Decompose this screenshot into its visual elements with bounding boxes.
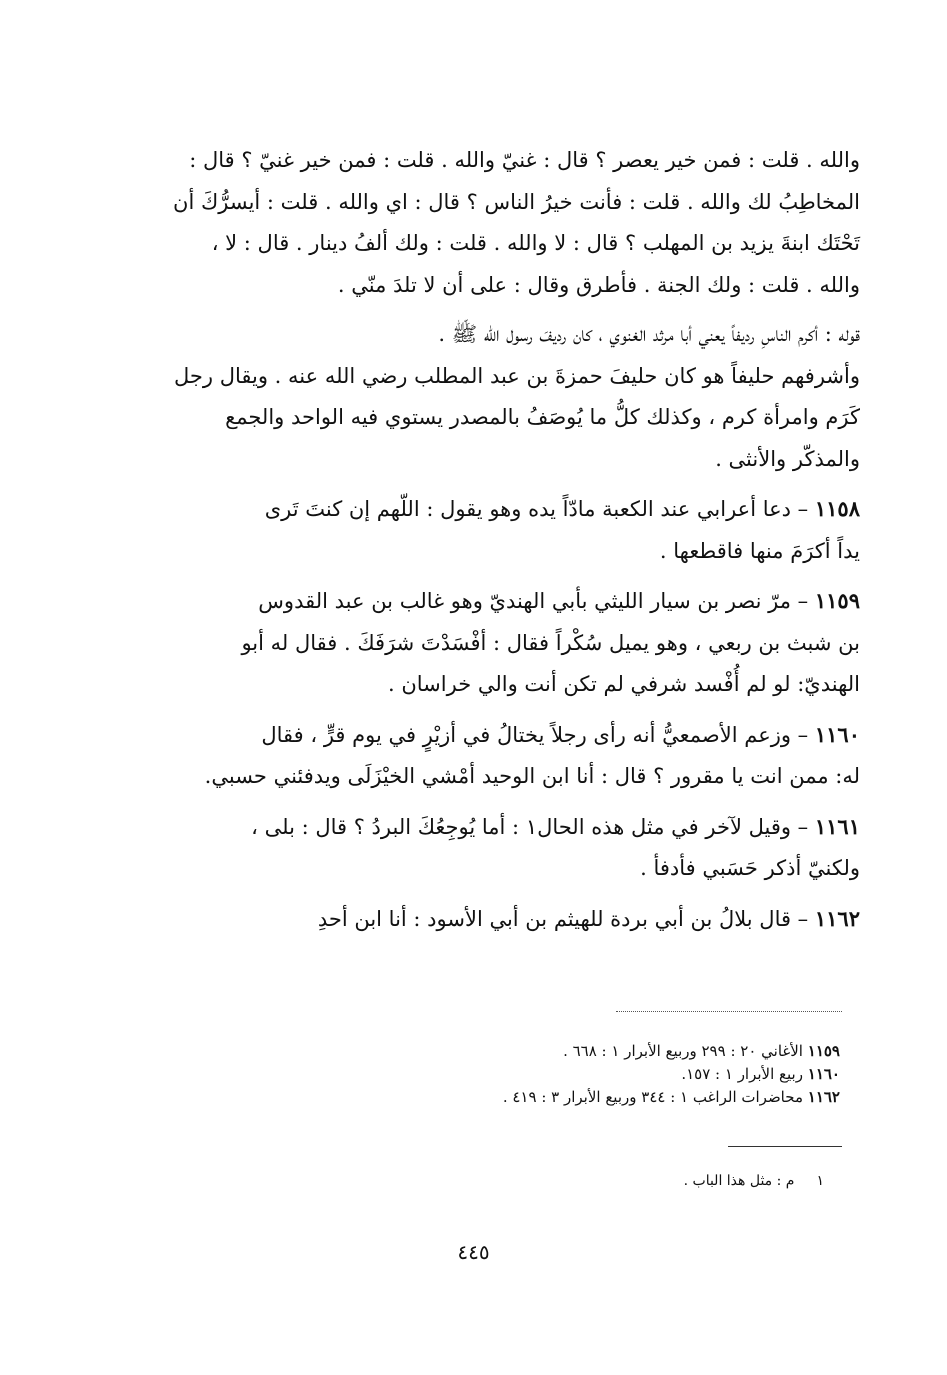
- intro-paragraph: [160, 140, 860, 306]
- entry-1159: [160, 580, 860, 706]
- entry-number: ١١٥٨: [814, 496, 860, 521]
- reference-row: [160, 1040, 840, 1063]
- text-line: ولكنيّ أذكر حَسَبي فأدفأ .: [640, 856, 860, 880]
- footnote-divider: [728, 1146, 842, 1147]
- entry-number: ١١٦٠: [814, 721, 860, 747]
- text-line: قوله : أكرم الناسِ رديفاً يعني أبا مرثد الغنوي ، كان رديفَ رسول الله ﷺ .: [438, 322, 860, 346]
- reference-number: ١١٦٢: [807, 1088, 840, 1106]
- entry-number: ١١٦٢: [814, 905, 860, 931]
- text-line: [160, 714, 860, 757]
- text-line: [160, 898, 860, 941]
- text-line: كَرَم وامرأة كرم ، وكذلك كلُّ ما يُوصَفُ بالمصدر يستوي فيه الواحد والجمع: [225, 405, 860, 429]
- entry-number: ١١٥٩: [814, 588, 860, 613]
- text-line: المخاطِبُ لك والله . قلت : فأنت خيرُ الناس ؟ قال : اي والله . قلت : أيسرُّكَ أن: [173, 189, 860, 214]
- text-line: [160, 806, 860, 849]
- text-line: [160, 580, 860, 623]
- entry-text: – قال بلالُ بن أبي بردة للهيثم بن أبي الأسود : أنا ابن أحدِ: [317, 906, 809, 931]
- reference-text: ربيع الأبرار ١ : ١٥٧.: [681, 1065, 803, 1083]
- references-divider: [616, 1011, 842, 1012]
- text-line: والله . قلت : فمن خير يعصر ؟ قال : غنيّ والله . قلت : فمن خير غنيّ ؟ قال :: [189, 148, 860, 172]
- page-number: ٤٤٥: [457, 1240, 490, 1264]
- references: [160, 1040, 840, 1109]
- entry-1158: [160, 488, 860, 572]
- entry-1162: [160, 898, 860, 941]
- entry-text: – وزعم الأصمعيُّ أنه رأى رجلاً يختالُ في أزيْرٍ في يوم قرٍّ ، فقال: [261, 722, 809, 747]
- entry-1160: [160, 714, 860, 798]
- text-line: وأشرفهم حليفاً هو كان حليفَ حمزةَ بن عبد المطلب رضي الله عنه . ويقال رجل: [174, 363, 860, 388]
- text-line: الهنديّ: لو لم أُفْسد شرفي لم تكن أنت والي خراسان .: [388, 672, 860, 696]
- entry-text: – وقيل لآخر في مثل هذه الحال١ : أما يُوجِعُكَ البردُ ؟ قال : بلى ،: [251, 814, 809, 839]
- reference-text: الأغاني ٢٠ : ٢٩٩ وربيع الأبرار ١ : ٦٦٨ .: [563, 1042, 803, 1060]
- text-line: يداً أكرَمَ منها فاقطعها .: [659, 538, 860, 563]
- text-line: له: ممن انت يا مقرور ؟ قال : أنا ابن الوحيد أمْشي الخيْزَلَى ويدفئني حسبي.: [204, 764, 860, 788]
- reference-row: [160, 1086, 840, 1109]
- text-line: [160, 488, 860, 531]
- text-line: والمذكّر والأنثى .: [715, 446, 860, 471]
- reference-number: ١١٦٠: [807, 1065, 840, 1083]
- entry-text: – دعا أعرابي عند الكعبة مادّاً يده وهو يقول : اللّهم إن كنتَ تَرى: [264, 497, 809, 521]
- entry-number: ١١٦١: [814, 813, 860, 839]
- entry-text: – مرّ نصر بن سيار الليثي بأبي الهنديّ وهو غالب بن عبد القدوس: [258, 589, 809, 613]
- text-line: بن شبث بن ربعي ، وهو يميل سُكْراً فقال : أفْسَدْتَ شرَفَكَ . فقال له أبو: [241, 630, 860, 655]
- reference-row: [160, 1063, 840, 1086]
- text-line: والله . قلت : ولك الجنة . فأطرق وقال : على أن لا تلدَ منّي .: [337, 272, 860, 297]
- commentary-paragraph: [160, 314, 860, 480]
- entry-1161: [160, 806, 860, 890]
- footnote: [160, 1170, 824, 1192]
- reference-number: ١١٥٩: [807, 1042, 840, 1060]
- text-line: تَحْتَك ابنةَ يزيد بن المهلب ؟ قال : لا والله . قلت : ولك ألفُ دينار . قال : لا ،: [211, 231, 860, 255]
- reference-text: محاضرات الراغب ١ : ٣٤٤ وربيع الأبرار ٣ : ٤١٩ .: [502, 1088, 803, 1106]
- main-text: [160, 140, 860, 948]
- footnote-text: م : مثل هذا الباب .: [683, 1173, 795, 1189]
- footnote-marker: ١: [816, 1173, 824, 1189]
